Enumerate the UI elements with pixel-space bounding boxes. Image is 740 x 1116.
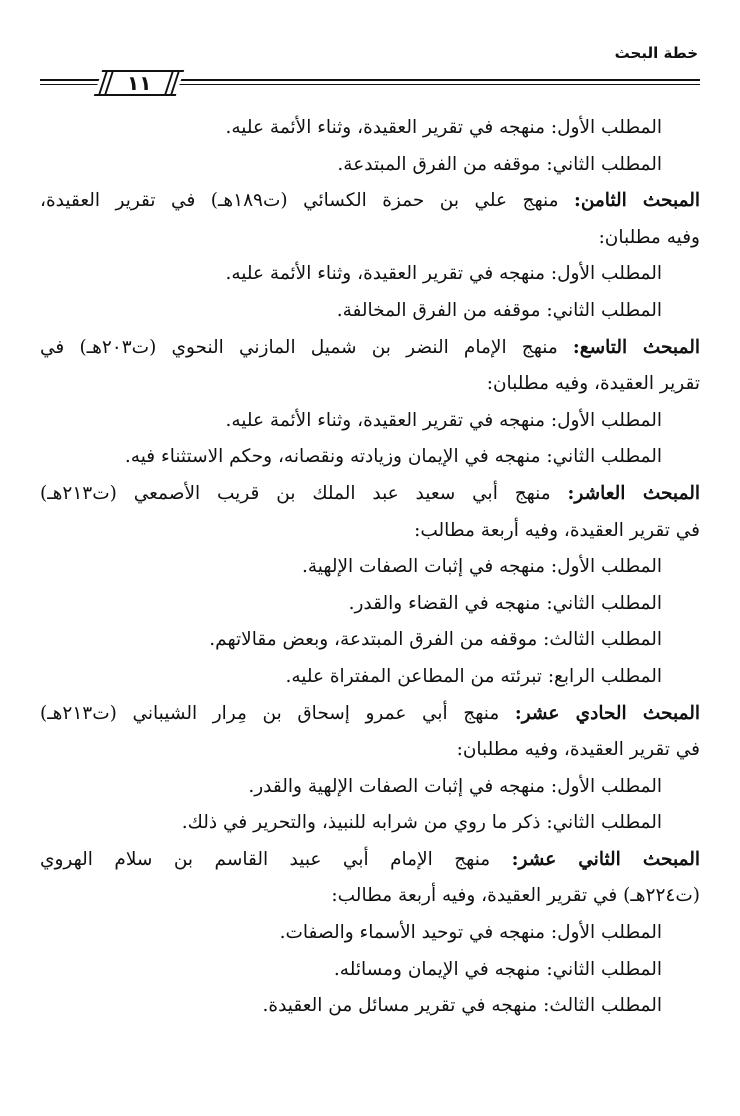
outline-section <box>40 842 700 879</box>
section-label: المبحث التاسع: <box>572 336 700 358</box>
section-label: المبحث الثاني عشر: <box>511 848 700 870</box>
outline-section <box>40 476 700 513</box>
outline-section-continuation: (ت٢٢٤هـ) في تقرير العقيدة، وفيه أربعة مطالب: <box>331 885 700 907</box>
section-text: منهج الإمام النضر بن شميل المازني النحوي (ت٢٠٣هـ) في <box>40 336 573 358</box>
subsection-text: منهجه في توحيد الأسماء والصفات. <box>279 922 551 944</box>
subsection-label: المطلب الأول: <box>550 556 662 578</box>
outline-section-continuation: في تقرير العقيدة، وفيه مطلبان: <box>456 739 700 761</box>
outline-subsection <box>40 769 700 806</box>
outline-section-continuation: تقرير العقيدة، وفيه مطلبان: <box>486 373 700 395</box>
subsection-text: منهجه في تقرير مسائل من العقيدة. <box>262 995 544 1017</box>
outline-section <box>40 330 700 367</box>
subsection-label: المطلب الثاني: <box>546 958 662 980</box>
subsection-text: منهجه في الإيمان وزيادته ونقصانه، وحكم الاستثناء فيه. <box>124 446 547 468</box>
outline-section-continuation: في تقرير العقيدة، وفيه أربعة مطالب: <box>414 519 700 541</box>
section-text: منهج الإمام أبي عبيد القاسم بن سلام الهروي <box>40 848 512 870</box>
outline-section <box>40 183 700 220</box>
section-text: منهج أبي عمرو إسحاق بن مِرار الشيباني (ت٢١٣هـ) <box>40 702 515 724</box>
subsection-label: المطلب الثالث: <box>543 995 662 1017</box>
outline-subsection <box>40 403 700 440</box>
section-text: منهج علي بن حمزة الكسائي (ت١٨٩هـ) في تقرير العقيدة، <box>40 190 574 212</box>
subsection-label: المطلب الثاني: <box>546 153 662 175</box>
subsection-text: موقفه من الفرق المبتدعة. <box>337 153 547 175</box>
outline-subsection <box>40 805 700 842</box>
header-rule <box>40 70 700 96</box>
outline-subsection <box>40 659 700 696</box>
outline-subsection <box>40 952 700 989</box>
section-label: المبحث العاشر: <box>567 482 700 504</box>
section-text: منهج أبي سعيد عبد الملك بن قريب الأصمعي (ت٢١٣هـ) <box>40 482 568 504</box>
subsection-text: تبرئته من المطاعن المفتراة عليه. <box>285 665 548 687</box>
subsection-text: ذكر ما روي من شرابه للنبيذ، والتحرير في ذلك. <box>181 812 547 834</box>
subsection-label: المطلب الثاني: <box>546 812 662 834</box>
outline-section <box>40 696 700 733</box>
subsection-text: منهجه في تقرير العقيدة، وثناء الأئمة عليه. <box>225 117 551 138</box>
subsection-label: المطلب الأول: <box>550 409 662 431</box>
outline-subsection <box>40 622 700 659</box>
outline-subsection <box>40 988 700 1025</box>
outline-subsection <box>40 439 700 476</box>
subsection-text: موقفه من الفرق المخالفة. <box>336 299 547 321</box>
page-number: ١١ <box>126 71 152 95</box>
outline-subsection <box>40 293 700 330</box>
section-label: المبحث الحادي عشر: <box>514 702 700 724</box>
subsection-label: المطلب الأول: <box>550 263 662 285</box>
subsection-label: المطلب الأول: <box>550 922 662 944</box>
subsection-text: منهجه في الإيمان ومسائله. <box>333 958 547 980</box>
subsection-label: المطلب الرابع: <box>547 665 662 687</box>
outline-subsection <box>40 147 700 184</box>
subsection-text: منهجه في تقرير العقيدة، وثناء الأئمة عليه. <box>225 409 551 431</box>
subsection-label: المطلب الأول: <box>550 117 662 138</box>
outline-section-continuation: وفيه مطلبان: <box>598 226 700 248</box>
running-header-title: خطة البحث <box>614 44 698 62</box>
section-label: المبحث الثامن: <box>573 190 700 212</box>
outline-subsection <box>40 549 700 586</box>
subsection-label: المطلب الثاني: <box>546 299 662 321</box>
subsection-text: منهجه في القضاء والقدر. <box>348 592 547 614</box>
subsection-label: المطلب الأول: <box>550 775 662 797</box>
page-number-box <box>94 70 184 96</box>
subsection-label: المطلب الثالث: <box>543 629 662 651</box>
outline-subsection <box>40 915 700 952</box>
subsection-label: المطلب الثاني: <box>546 446 662 468</box>
outline-subsection <box>40 586 700 623</box>
subsection-text: منهجه في إثبات الصفات الإلهية والقدر. <box>248 775 551 797</box>
subsection-text: موقفه من الفرق المبتدعة، وبعض مقالاتهم. <box>209 629 544 651</box>
outline-subsection <box>40 110 700 147</box>
subsection-label: المطلب الثاني: <box>546 592 662 614</box>
outline-content <box>40 110 700 1025</box>
subsection-text: منهجه في إثبات الصفات الإلهية. <box>301 556 551 578</box>
subsection-text: منهجه في تقرير العقيدة، وثناء الأئمة عليه. <box>225 263 551 285</box>
outline-subsection <box>40 256 700 293</box>
